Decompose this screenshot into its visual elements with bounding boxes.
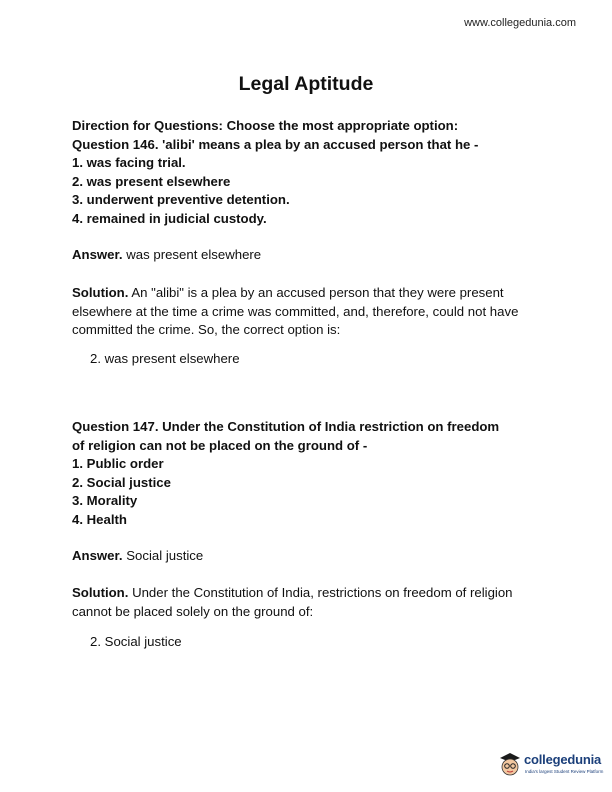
question-146-option-3: 3. underwent preventive detention.	[72, 192, 290, 207]
solution-147	[72, 584, 547, 621]
question-146-option-4: 4. remained in judicial custody.	[72, 210, 267, 226]
direction-text: Direction for Questions: Choose the most appropriate option:	[72, 118, 459, 133]
question-147-option-4: 4. Health	[72, 511, 127, 527]
logo-text: collegedunia	[524, 752, 602, 767]
logo-tagline: India's largest Student Review Platform	[525, 769, 604, 774]
answer-147	[72, 547, 552, 566]
page-title: Legal Aptitude	[238, 73, 374, 95]
solution-text: Under the Constitution of India, restrictions on freedom of religion cannot be placed solely on the ground of:	[72, 585, 513, 619]
question-147-option-3: 3. Morality	[72, 493, 138, 508]
website-url[interactable]: www.collegedunia.com	[464, 17, 576, 29]
question-146-option-2: 2. was present elsewhere	[72, 173, 231, 189]
question-146-text: Question 146. 'alibi' means a plea by an accused person that he -	[72, 136, 479, 152]
question-147-option-2: 2. Social justice	[72, 474, 171, 490]
question-146-option-1: 1. was facing trial.	[72, 155, 186, 170]
solution-text: An "alibi" is a plea by an accused person that they were present elsewhere at the time a crime was committed, and, therefore, could not have committed the crime. So, the correct option is:	[72, 285, 519, 337]
solution-label: Solution.	[72, 285, 129, 300]
answer-value: was present elsewhere	[126, 247, 262, 262]
answer-label: Answer.	[72, 548, 123, 563]
solution-147-option: 2. Social justice	[90, 634, 182, 649]
answer-value: Social justice	[126, 548, 204, 563]
solution-146-option: 2. was present elsewhere	[90, 351, 240, 366]
solution-label: Solution.	[72, 585, 129, 600]
question-147-block	[72, 418, 552, 529]
collegedunia-logo[interactable]	[498, 750, 602, 780]
solution-146	[72, 284, 547, 340]
answer-146	[72, 246, 552, 265]
question-147-text-line1: Question 147. Under the Constitution of India restriction on freedom	[72, 419, 500, 434]
question-146-block	[72, 117, 552, 228]
question-147-option-1: 1. Public order	[72, 456, 164, 471]
answer-label: Answer.	[72, 247, 123, 262]
question-147-text-line2: of religion can not be placed on the ground of -	[72, 437, 368, 453]
mascot-icon	[498, 750, 522, 778]
